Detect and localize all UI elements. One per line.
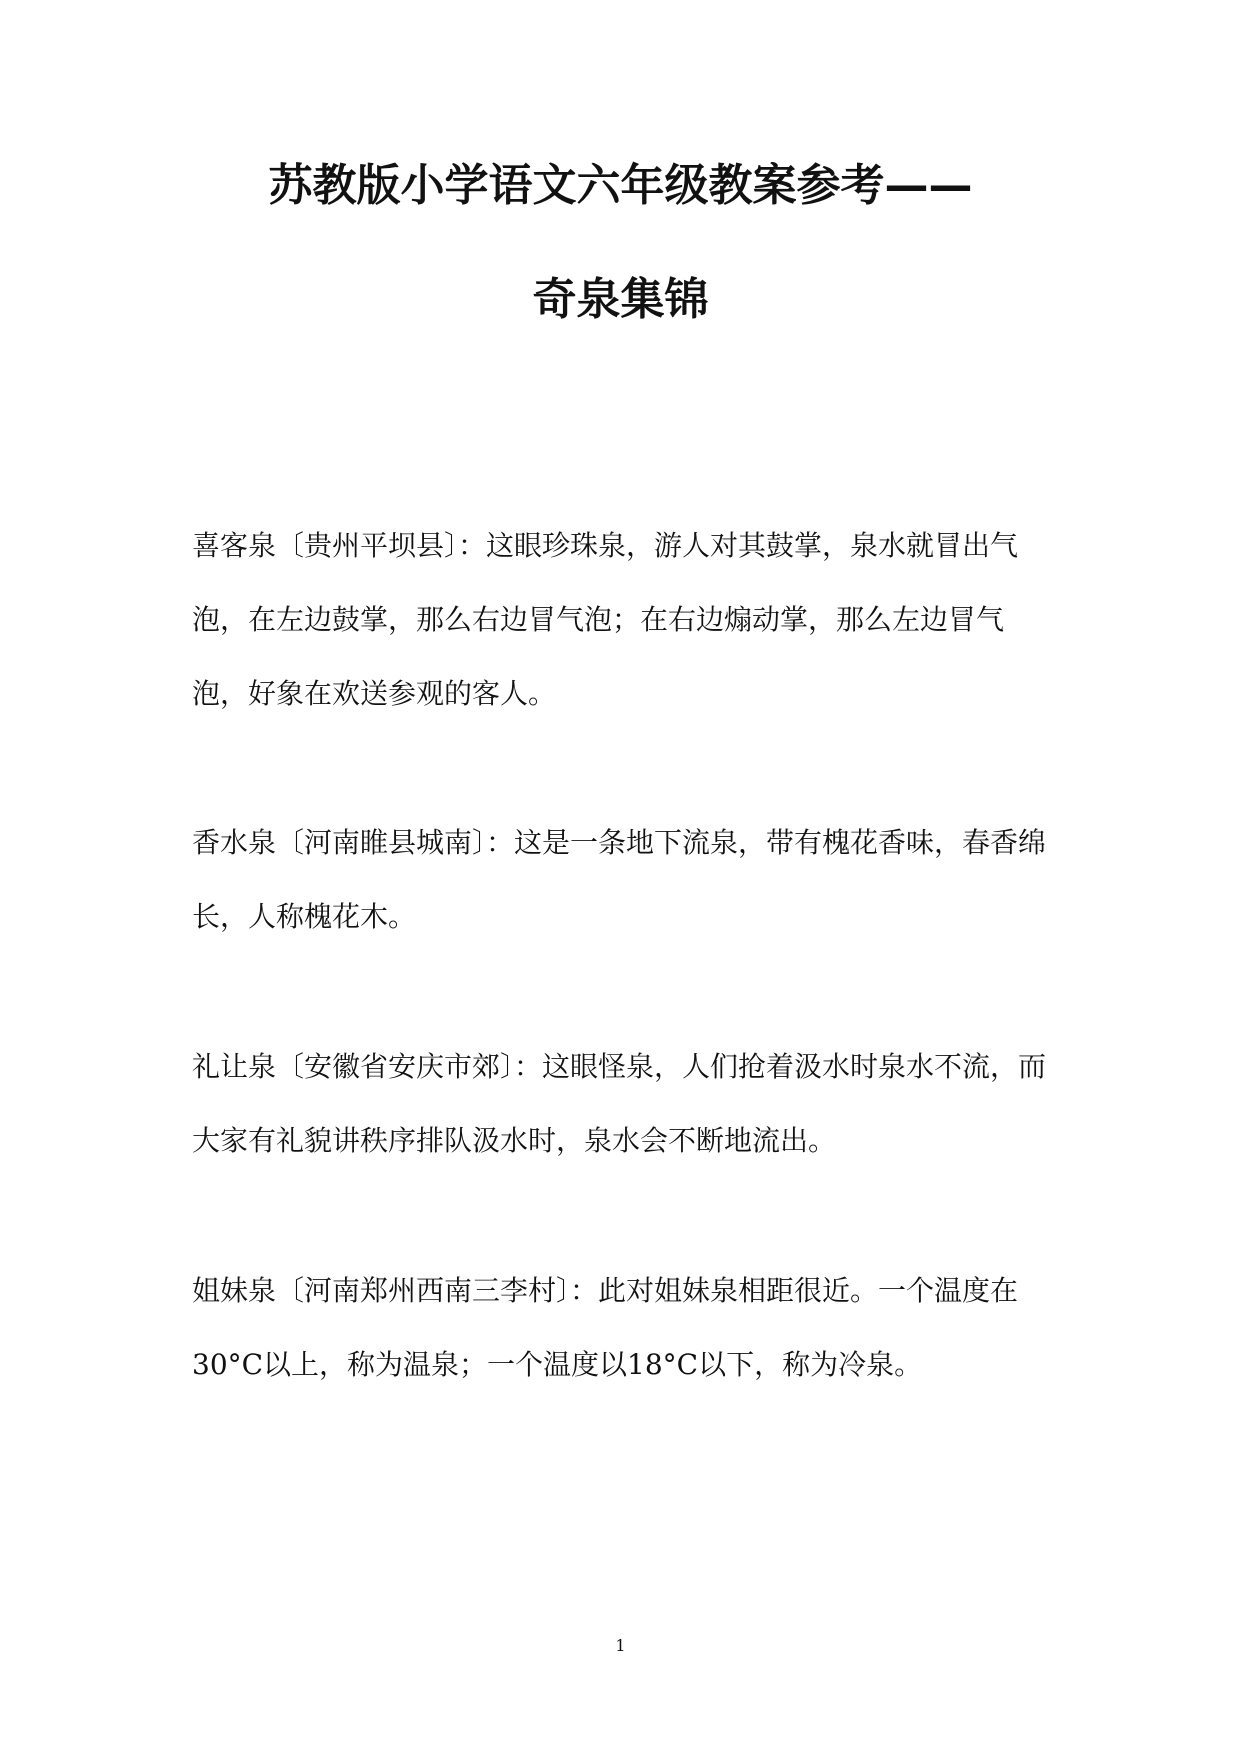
document-title-line-1: 苏教版小学语文六年级教案参考——	[268, 160, 973, 211]
paragraph-xiangshui-spring: 香水泉〔河南睢县城南〕：这是一条地下流泉，带有槐花香味，春香绵长，人称槐花木。	[192, 826, 1047, 933]
paragraph-lirang-spring: 礼让泉〔安徽省安庆市郊〕：这眼怪泉，人们抢着汲水时泉水不流，而大家有礼貌讲秩序排队汲水时，泉水会不断地流出。	[192, 1050, 1047, 1157]
document-title-line-2: 奇泉集锦	[532, 274, 709, 325]
paragraph-jiemei-spring: 姐妹泉〔河南郑州西南三李村〕：此对姐妹泉相距很近。一个温度在30°C以上，称为温泉；一个温度以18°C以下，称为冷泉。	[192, 1274, 1019, 1381]
paragraph-xike-spring: 喜客泉〔贵州平坝县〕：这眼珍珠泉，游人对其鼓掌，泉水就冒出气泡，在左边鼓掌，那么右边冒气泡；在右边煽动掌，那么左边冒气泡，好象在欢送参观的客人。	[192, 529, 1019, 710]
page-number: 1	[615, 1636, 626, 1655]
